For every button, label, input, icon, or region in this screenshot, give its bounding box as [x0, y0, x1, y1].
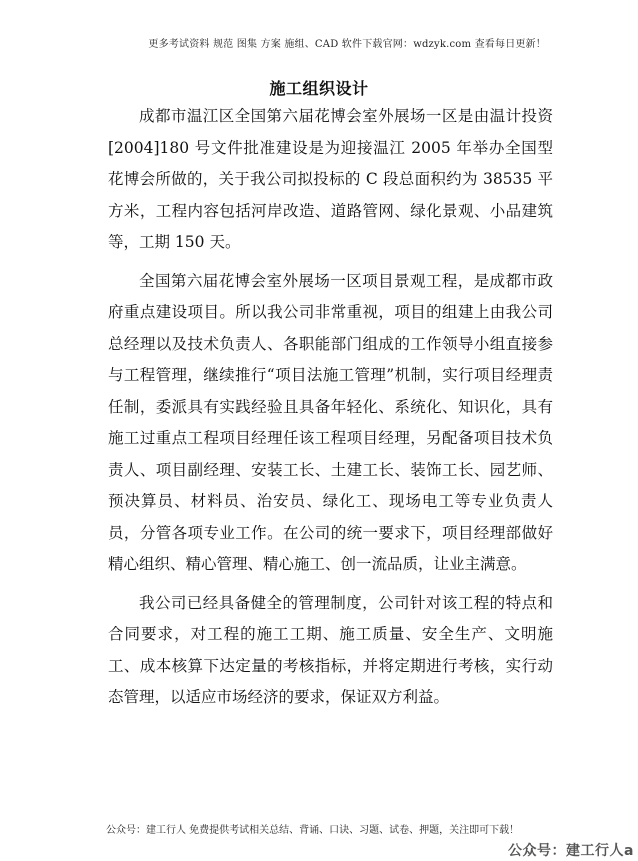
- header-note: 更多考试资料 规范 图集 方案 施组、CAD 软件下载官网：wdzyk.com 查看每日更新！: [148, 39, 546, 50]
- paragraph: 我公司已经具备健全的管理制度，公司针对该工程的特点和合同要求，对工程的施工工期、施工质量、安全生产、文明施工、成本核算下达定量的考核指标，并将定期进行考核，实行动态管理，以适应市场经济的要求，保证双方利益。: [108, 593, 553, 706]
- document-title: 施工组织设计: [269, 79, 369, 98]
- document-body: [108, 101, 553, 721]
- footer-note: 公众号：建工行人 免费提供考试相关总结、背诵、口诀、习题、试卷、押题，关注即可下载！: [106, 825, 520, 836]
- paragraph: 成都市温江区全国第六届花博会室外展场一区是由温计投资[2004]180 号文件批准建设是为迎接温江 2005 年举办全国型花博会所做的，关于我公司拟投标的 C 段总面积约为 38535 平方米，工程内容包括河岸改造、道路管网、绿化景观、小品建筑等，工期 150 天。: [108, 107, 553, 251]
- paragraph: 全国第六届花博会室外展场一区项目景观工程，是成都市政府重点建设项目。所以我公司非常重视，项目的组建上由我公司总经理以及技术负责人、各职能部门组成的工作领导小组直接参与工程管理，继续推行“项目法施工管理”机制，实行项目经理责任制，委派具有实践经验且具备年轻化、系统化、知识化，具有施工过重点工程项目经理任该工程项目经理，另配备项目技术负责人、项目副经理、安装工长、土建工长、装饰工长、园艺师、预决算员、材料员、治安员、绿化工、现场电工等专业负责人员，分管各项专业工作。在公司的统一要求下，项目经理部做好精心组织、精心管理、精心施工、创一流品质，让业主满意。: [108, 271, 553, 573]
- watermark: 公众号：建工行人a: [508, 843, 634, 859]
